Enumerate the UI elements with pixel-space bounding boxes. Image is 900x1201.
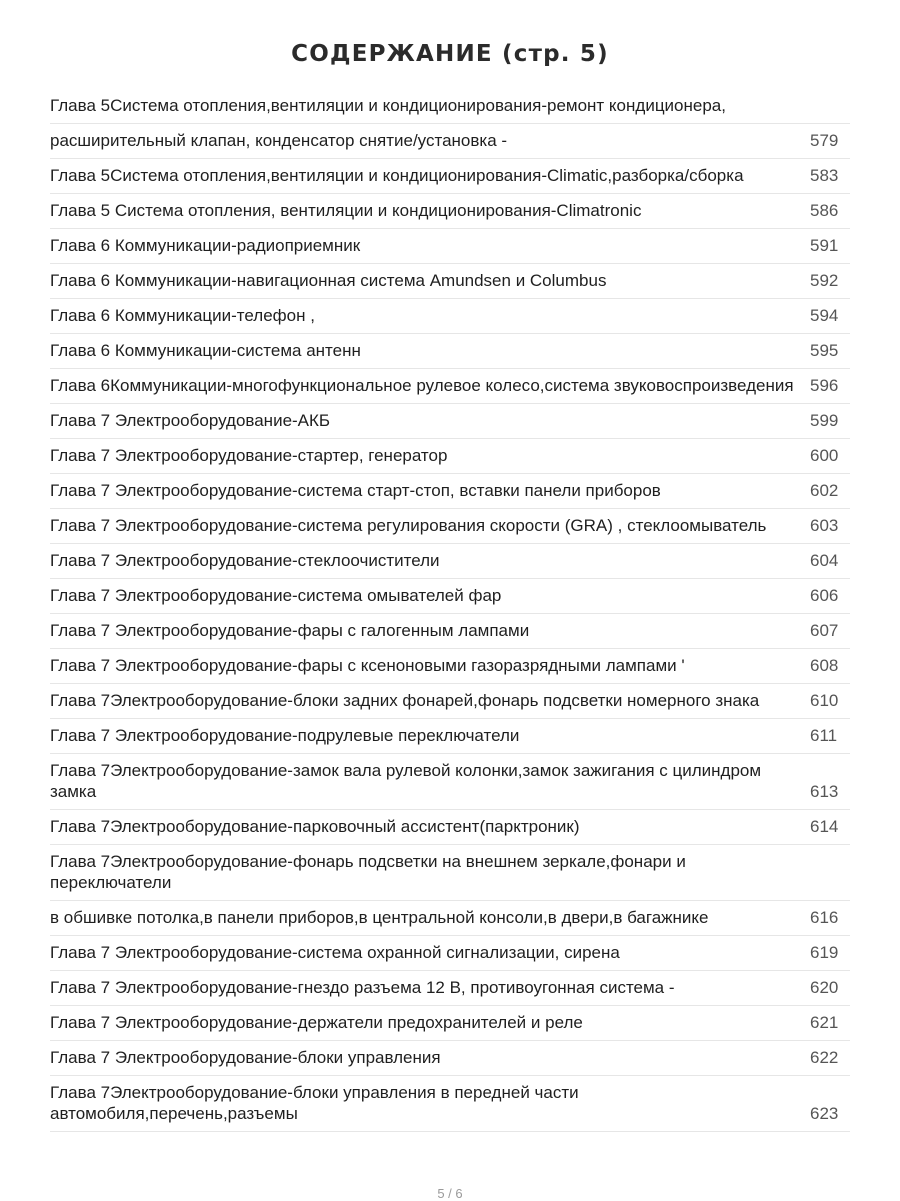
toc-entry-title: Глава 7Электрооборудование-парковочный ассистент(парктроник) [50, 817, 580, 836]
toc-entry-page: 614 [810, 817, 839, 836]
toc-entry-title: Глава 7 Электрооборудование-фары с ксеноновыми газоразрядными лампами ' [50, 656, 685, 675]
table-of-contents [50, 89, 850, 1132]
toc-row[interactable] [50, 89, 850, 124]
toc-row[interactable] [50, 936, 850, 971]
toc-row[interactable] [50, 229, 850, 264]
toc-entry-page: 604 [810, 551, 839, 570]
toc-entry-page: 623 [810, 1104, 839, 1123]
toc-entry-page: 616 [810, 908, 839, 927]
page-indicator: 5 / 6 [437, 1186, 463, 1201]
toc-entry-page: 586 [810, 201, 839, 220]
toc-entry-page: 608 [810, 656, 839, 675]
toc-entry-title: Глава 7 Электрооборудование-система омывателей фар [50, 586, 502, 605]
toc-row[interactable] [50, 299, 850, 334]
toc-entry-page: 592 [810, 271, 839, 290]
toc-entry-page: 611 [810, 726, 838, 745]
toc-row[interactable] [50, 579, 850, 614]
toc-entry-page: 622 [810, 1048, 839, 1067]
toc-entry-page: 591 [810, 236, 839, 255]
toc-entry-page: 583 [810, 166, 839, 185]
toc-entry-page: 621 [810, 1013, 839, 1032]
toc-row[interactable] [50, 509, 850, 544]
toc-row[interactable] [50, 971, 850, 1006]
toc-entry-title: Глава 5Система отопления,вентиляции и кондиционирования-ремонт кондиционера, [50, 96, 726, 115]
toc-entry-page: 579 [810, 131, 839, 150]
toc-entry-title: Глава 7 Электрооборудование-подрулевые переключатели [50, 726, 520, 745]
toc-entry-page: 594 [810, 306, 839, 325]
toc-entry-title: Глава 7 Электрооборудование-фары с галогенным лампами [50, 621, 530, 640]
toc-entry-title: Глава 7 Электрооборудование-система регулирования скорости (GRA) , стеклоомыватель [50, 516, 767, 535]
toc-row[interactable] [50, 264, 850, 299]
toc-entry-title: Глава 7Электрооборудование-фонарь подсветки на внешнем зеркале,фонари и переключатели [50, 852, 686, 892]
toc-entry-title: Глава 6 Коммуникации-радиоприемник [50, 236, 361, 255]
toc-entry-title: Глава 7Электрооборудование-блоки задних фонарей,фонарь подсветки номерного знака [50, 691, 760, 710]
toc-row[interactable] [50, 614, 850, 649]
toc-entry-title: Глава 7 Электрооборудование-стеклоочистители [50, 551, 440, 570]
toc-entry-title: Глава 7 Электрооборудование-стартер, генератор [50, 446, 448, 465]
toc-entry-page: 603 [810, 516, 839, 535]
toc-row[interactable] [50, 901, 850, 936]
toc-row[interactable] [50, 404, 850, 439]
toc-entry-page: 595 [810, 341, 839, 360]
toc-entry-title: Глава 7 Электрооборудование-держатели предохранителей и реле [50, 1013, 583, 1032]
page-title: СОДЕРЖАНИЕ (стр. 5) [291, 41, 609, 67]
toc-entry-title: Глава 5Система отопления,вентиляции и кондиционирования-Climatic,разборка/сборка [50, 166, 744, 185]
toc-row[interactable] [50, 439, 850, 474]
toc-entry-title: расширительный клапан, конденсатор снятие/установка - [50, 131, 508, 150]
toc-entry-title: Глава 7Электрооборудование-блоки управления в передней части автомобиля,перечень,разъемы [50, 1083, 579, 1123]
toc-entry-page: 602 [810, 481, 839, 500]
toc-entry-title: Глава 6 Коммуникации-система антенн [50, 341, 361, 360]
toc-entry-title: Глава 7 Электрооборудование-блоки управления [50, 1048, 441, 1067]
toc-entry-title: Глава 7Электрооборудование-замок вала рулевой колонки,замок зажигания с цилиндром замка [50, 761, 762, 801]
toc-entry-title: Глава 6 Коммуникации-навигационная система Amundsen и Columbus [50, 271, 607, 290]
toc-row[interactable] [50, 1076, 850, 1132]
toc-row[interactable] [50, 159, 850, 194]
toc-row[interactable] [50, 684, 850, 719]
toc-row[interactable] [50, 124, 850, 159]
toc-entry-page: 596 [810, 376, 839, 395]
toc-entry-page: 619 [810, 943, 839, 962]
toc-row[interactable] [50, 544, 850, 579]
toc-entry-title: Глава 7 Электрооборудование-система охранной сигнализации, сирена [50, 943, 620, 962]
toc-entry-title: в обшивке потолка,в панели приборов,в центральной консоли,в двери,в багажнике [50, 908, 709, 927]
toc-row[interactable] [50, 194, 850, 229]
toc-entry-title: Глава 7 Электрооборудование-АКБ [50, 411, 331, 430]
toc-entry-page: 607 [810, 621, 839, 640]
toc-row[interactable] [50, 649, 850, 684]
toc-row[interactable] [50, 474, 850, 509]
toc-entry-title: Глава 6 Коммуникации-телефон , [50, 306, 315, 325]
toc-entry-page: 599 [810, 411, 839, 430]
toc-row[interactable] [50, 719, 850, 754]
toc-row[interactable] [50, 1006, 850, 1041]
toc-entry-title: Глава 7 Электрооборудование-система старт-стоп, вставки панели приборов [50, 481, 661, 500]
toc-row[interactable] [50, 754, 850, 810]
toc-row[interactable] [50, 845, 850, 901]
toc-row[interactable] [50, 369, 850, 404]
toc-entry-title: Глава 6Коммуникации-многофункциональное рулевое колесо,система звуковоспроизведения [50, 376, 794, 395]
toc-row[interactable] [50, 334, 850, 369]
toc-entry-page: 600 [810, 446, 839, 465]
toc-row[interactable] [50, 810, 850, 845]
toc-entry-title: Глава 5 Система отопления, вентиляции и кондиционирования-Climatronic [50, 201, 642, 220]
toc-entry-page: 613 [810, 782, 839, 801]
toc-entry-page: 620 [810, 978, 839, 997]
toc-entry-page: 606 [810, 586, 839, 605]
toc-row[interactable] [50, 1041, 850, 1076]
toc-entry-page: 610 [810, 691, 839, 710]
toc-entry-title: Глава 7 Электрооборудование-гнездо разъема 12 В, противоугонная система - [50, 978, 675, 997]
